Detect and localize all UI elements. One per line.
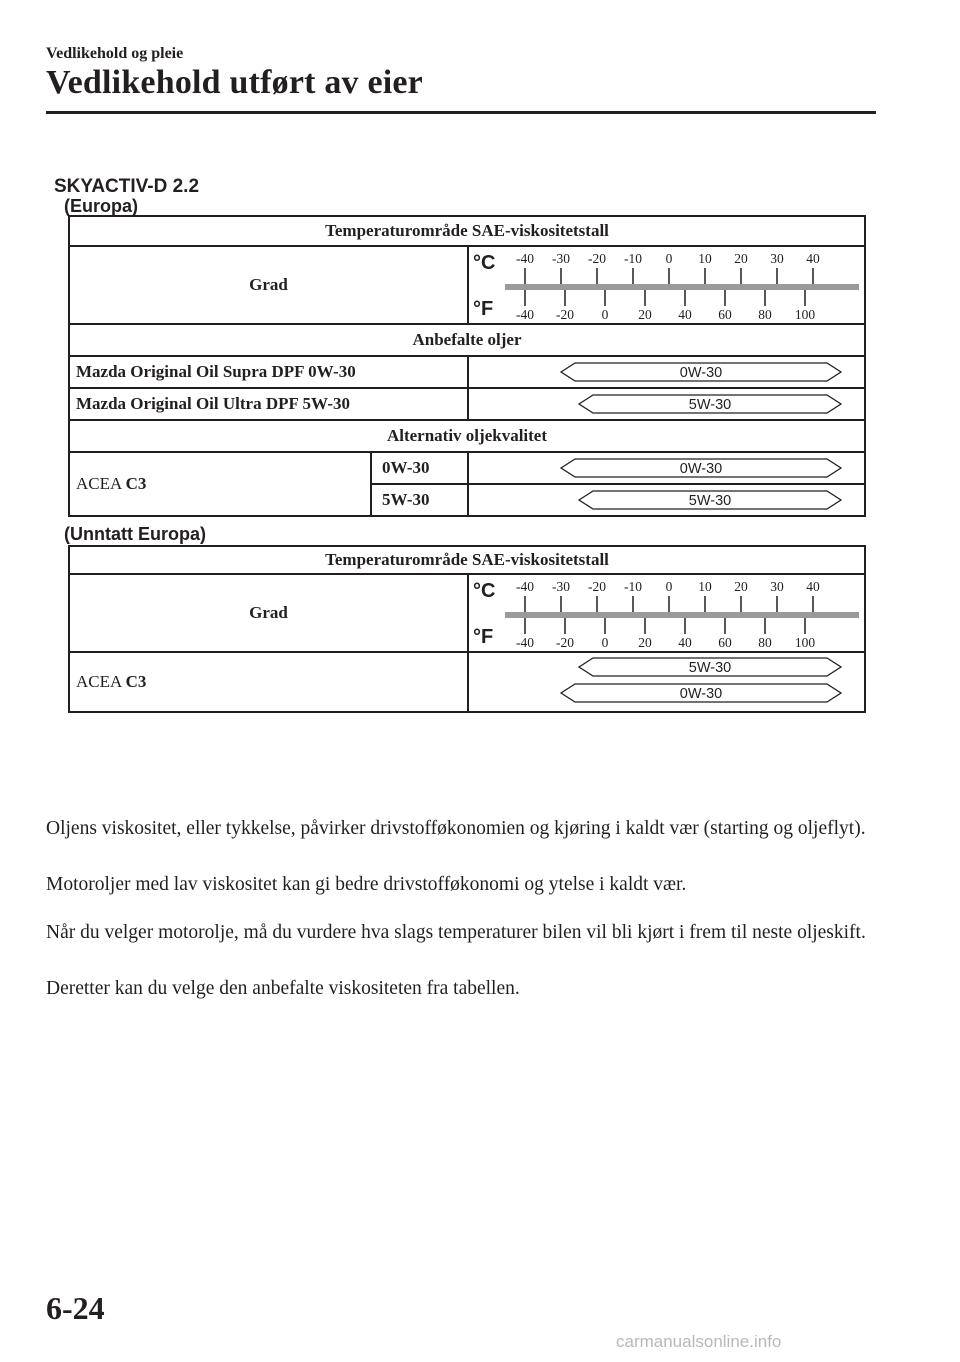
fahrenheit-tick-label: -20 [556, 307, 574, 322]
celsius-tick-label: 20 [734, 251, 748, 266]
celsius-tick-label: -40 [516, 251, 534, 266]
paragraph-select-viscosity: Deretter kan du velge den anbefalte viskositeten fra tabellen. [46, 978, 520, 999]
fahrenheit-tick-label: 40 [678, 307, 692, 322]
celsius-tick-label: 40 [806, 251, 820, 266]
acea-class [69, 652, 468, 712]
table-row [69, 388, 865, 420]
fahrenheit-tick-label: 60 [718, 307, 732, 322]
fahrenheit-tick-label: 0 [601, 307, 609, 322]
range-cell [468, 356, 865, 388]
fahrenheit-tick-label: 40 [678, 635, 692, 650]
page-number: 6-24 [46, 1290, 105, 1326]
recommended-header: Anbefalte oljer [69, 324, 865, 356]
range-bar-label: 5W-30 [688, 660, 732, 676]
engine-label: SKYACTIV-D 2.2 [54, 176, 200, 197]
celsius-tick-label: 40 [806, 579, 820, 594]
fahrenheit-tick-label: -40 [516, 635, 534, 650]
title-rule [46, 111, 876, 114]
range-cell [468, 452, 865, 484]
acea-code: C3 [125, 474, 147, 493]
celsius-tick-label: -30 [552, 579, 570, 594]
range-cell [468, 388, 865, 420]
alternative-header: Alternativ oljekvalitet [69, 420, 865, 452]
celsius-tick-label: -20 [588, 251, 606, 266]
temperature-scale [468, 246, 865, 324]
fahrenheit-tick-label: 100 [794, 307, 816, 322]
fahrenheit-tick-label: 20 [638, 307, 652, 322]
celsius-tick-label: 10 [698, 579, 712, 594]
table-row [69, 452, 865, 484]
fahrenheit-tick-label: 60 [718, 635, 732, 650]
fahrenheit-symbol: °F [473, 626, 494, 648]
acea-prefix: ACEA [76, 672, 122, 691]
temperature-scale-graphic [469, 575, 866, 651]
viscosity-table-other [68, 545, 866, 713]
acea-code: C3 [125, 672, 147, 691]
range-bar-5w30 [469, 389, 866, 419]
europe-subtitle: (Europa) [64, 196, 138, 216]
celsius-tick-label: -30 [552, 251, 570, 266]
paragraph-viscosity: Oljens viskositet, eller tykkelse, påvirker drivstofføkonomien og kjøring i kaldt vær (starting og oljeflyt). [46, 818, 866, 839]
range-bar-label: 5W-30 [688, 397, 732, 413]
range-bar-5w30 [469, 485, 866, 515]
viscosity-grade: 0W-30 [371, 452, 468, 484]
temperature-scale-graphic [469, 247, 866, 323]
table-header: Temperaturområde SAE-viskositetstall [69, 546, 865, 574]
fahrenheit-tick-label: -20 [556, 635, 574, 650]
range-bar-label: 0W-30 [679, 461, 723, 477]
celsius-tick-label: -20 [588, 579, 606, 594]
section-heading: Vedlikehold og pleie [46, 45, 184, 62]
celsius-tick-label: 30 [770, 251, 784, 266]
table-row [69, 652, 865, 712]
range-bar-label: 5W-30 [688, 493, 732, 509]
fahrenheit-symbol: °F [473, 298, 494, 320]
scale-band [505, 612, 859, 618]
temperature-scale [468, 574, 865, 652]
fahrenheit-tick-label: 80 [758, 307, 772, 322]
table-row [69, 356, 865, 388]
fahrenheit-tick-label: 100 [794, 635, 816, 650]
viscosity-grade: 5W-30 [371, 484, 468, 516]
range-bar-label: 0W-30 [679, 365, 723, 381]
table-header: Temperaturområde SAE-viskositetstall [69, 216, 865, 246]
paragraph-low-viscosity: Motoroljer med lav viskositet kan gi bedre drivstofføkonomi og ytelse i kaldt vær. [46, 874, 687, 895]
grad-label: Grad [69, 246, 468, 324]
other-subtitle: (Unntatt Europa) [64, 524, 206, 544]
celsius-symbol: °C [473, 580, 496, 602]
range-bars [469, 653, 866, 711]
oil-name: Mazda Original Oil Ultra DPF 5W-30 [69, 388, 468, 420]
fahrenheit-tick-label: 80 [758, 635, 772, 650]
celsius-tick-label: 10 [698, 251, 712, 266]
range-bar-label: 0W-30 [679, 686, 723, 702]
grad-label: Grad [69, 574, 468, 652]
paragraph-choose-oil: Når du velger motorolje, må du vurdere hva slags temperaturer bilen vil bli kjørt i frem til neste oljeskift. [46, 922, 866, 943]
celsius-tick-label: 0 [665, 251, 673, 266]
celsius-tick-label: -10 [624, 579, 642, 594]
page-title: Vedlikehold utført av eier [46, 64, 423, 101]
range-cell [468, 484, 865, 516]
range-cell [468, 652, 865, 712]
celsius-tick-label: -10 [624, 251, 642, 266]
fahrenheit-tick-label: 20 [638, 635, 652, 650]
scale-band [505, 284, 859, 290]
acea-prefix: ACEA [76, 474, 122, 493]
celsius-tick-label: 20 [734, 579, 748, 594]
viscosity-table-europe [68, 215, 866, 517]
fahrenheit-tick-label: 0 [601, 635, 609, 650]
acea-class [69, 452, 371, 516]
celsius-tick-label: 0 [665, 579, 673, 594]
celsius-tick-label: 30 [770, 579, 784, 594]
range-bar-0w30 [469, 357, 866, 387]
fahrenheit-tick-label: -40 [516, 307, 534, 322]
watermark: carmanualsonline.info [616, 1332, 782, 1351]
celsius-symbol: °C [473, 252, 496, 274]
range-bar-0w30 [469, 453, 866, 483]
oil-name: Mazda Original Oil Supra DPF 0W-30 [69, 356, 468, 388]
celsius-tick-label: -40 [516, 579, 534, 594]
